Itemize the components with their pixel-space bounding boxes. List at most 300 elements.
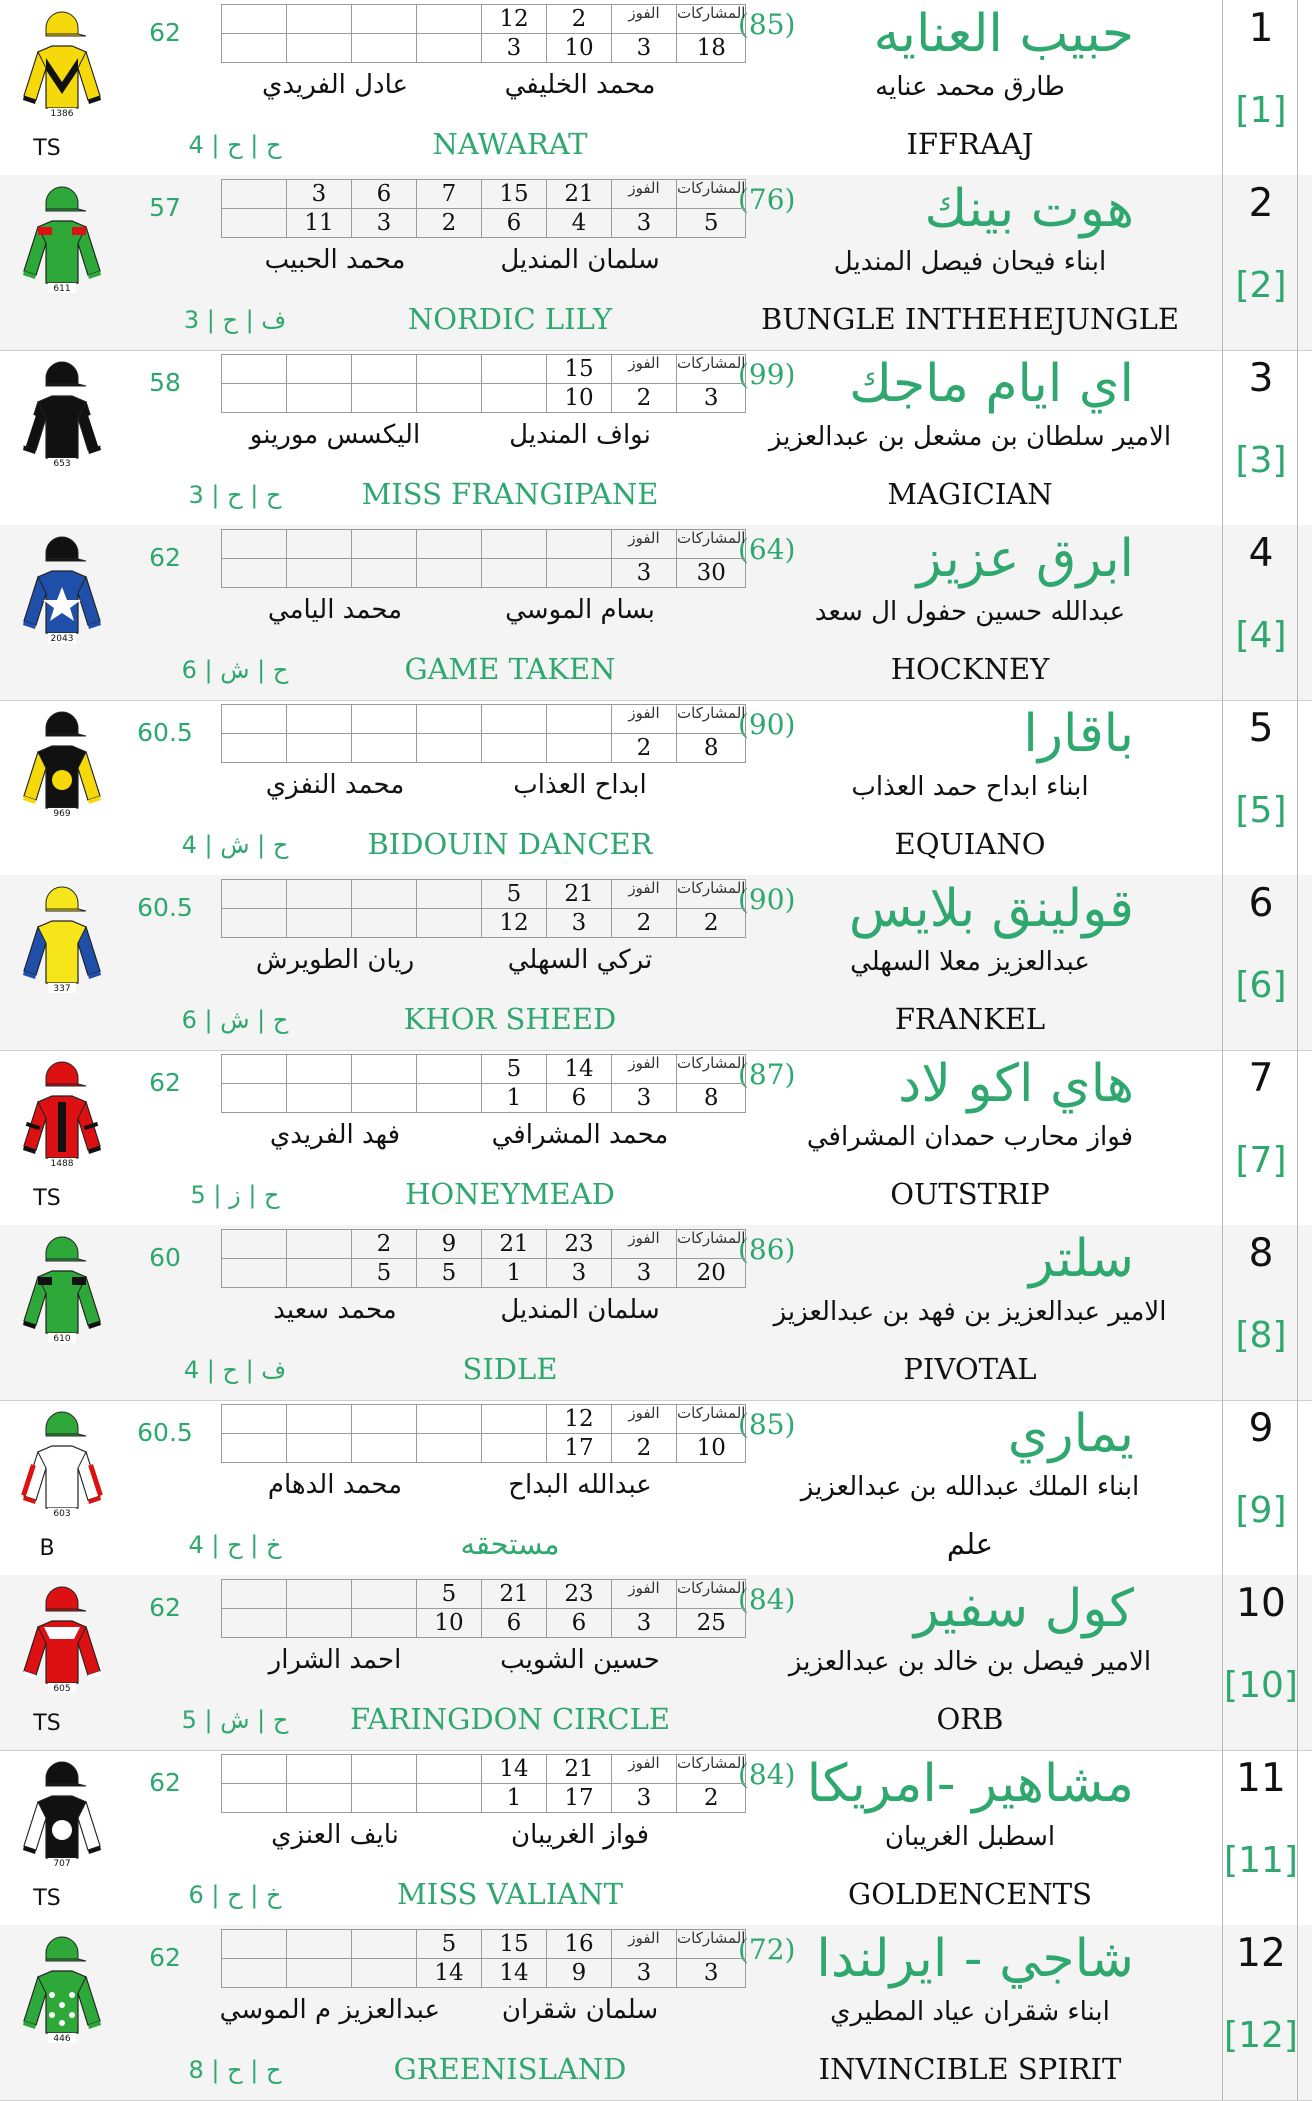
form-cell	[222, 1434, 287, 1463]
dam-name: SIDLE	[462, 1352, 558, 1386]
dam-name: مستحقه	[460, 1527, 560, 1561]
form-cell	[222, 734, 287, 763]
sire-name: علم	[946, 1527, 994, 1561]
weight: 60.5	[137, 1418, 193, 1447]
runs-header: المشاركات	[677, 705, 746, 734]
wins-header: الفوز	[612, 1930, 677, 1959]
jockey-name: فهد الفريدي	[269, 1120, 401, 1150]
form-cell	[222, 34, 287, 63]
age-sex-colour: ح | ح | 4	[188, 131, 282, 159]
form-cell	[352, 734, 417, 763]
trainer-name: نواف المنديل	[509, 420, 651, 450]
form-cell: 3	[482, 34, 547, 63]
owner-name: ابناء ابداح حمد العذاب	[851, 772, 1089, 802]
form-cell: 23	[547, 1580, 612, 1609]
form-cell	[352, 909, 417, 938]
horse-name[interactable]: حبيب العنايه	[873, 4, 1134, 64]
owner-name: عبدالله حسين حفول ال سعد	[814, 597, 1126, 627]
silk-jersey-icon	[12, 1583, 112, 1699]
form-cell	[417, 355, 482, 384]
form-cell	[482, 1405, 547, 1434]
form-cell	[417, 909, 482, 938]
form-cell: 14	[417, 1959, 482, 1988]
form-cell: 3	[612, 559, 677, 588]
form-cell: 15	[482, 1930, 547, 1959]
form-cell	[417, 1784, 482, 1813]
rating: (85)	[738, 1408, 796, 1441]
silk-jersey-icon	[12, 533, 112, 649]
form-cell	[287, 1405, 352, 1434]
column-divider	[1222, 1750, 1223, 1925]
wins-header: الفوز	[612, 705, 677, 734]
draw-number: [4]	[1235, 615, 1287, 656]
form-table	[221, 354, 746, 413]
dam-name: HONEYMEAD	[405, 1177, 615, 1211]
jockey-name: محمد اليامي	[267, 595, 403, 625]
horse-number: 8	[1248, 1231, 1274, 1276]
horse-name[interactable]: مشاهير -امريكا	[806, 1754, 1134, 1814]
horse-name[interactable]: هوت بينك	[924, 179, 1134, 239]
form-cell	[287, 5, 352, 34]
horse-name[interactable]: باقارا	[1023, 704, 1134, 764]
form-cell: 10	[417, 1609, 482, 1638]
wins-header: الفوز	[612, 1405, 677, 1434]
form-cell	[222, 1755, 287, 1784]
owner-name: الامير سلطان بن مشعل بن عبدالعزيز	[768, 422, 1172, 452]
form-cell: 6	[547, 1084, 612, 1113]
runs-header: المشاركات	[677, 355, 746, 384]
form-cell	[352, 1055, 417, 1084]
equipment-code: B	[39, 1536, 55, 1561]
form-cell	[352, 530, 417, 559]
horse-name[interactable]: كول سفير	[913, 1579, 1134, 1639]
weight: 62	[149, 18, 181, 47]
silk-jersey-icon	[12, 1758, 112, 1874]
jockey-name: محمد سعيد	[273, 1295, 397, 1325]
weight: 58	[149, 368, 181, 397]
form-cell	[482, 384, 547, 413]
form-table	[221, 1229, 746, 1288]
form-cell	[352, 34, 417, 63]
dam-name: GREENISLAND	[393, 2052, 627, 2086]
form-table	[221, 4, 746, 63]
runner-row[interactable]	[0, 350, 1312, 526]
runner-row[interactable]	[0, 1925, 1312, 2101]
equipment-code: TS	[33, 1711, 61, 1736]
form-cell	[547, 559, 612, 588]
form-cell	[417, 705, 482, 734]
runs-header: المشاركات	[677, 1230, 746, 1259]
form-cell	[417, 1434, 482, 1463]
form-cell	[482, 559, 547, 588]
runs-header: المشاركات	[677, 5, 746, 34]
form-cell	[352, 559, 417, 588]
sire-name: IFFRAAJ	[906, 127, 1034, 161]
column-divider	[1222, 1575, 1223, 1750]
jockey-name: محمد النفزي	[265, 770, 405, 800]
form-cell	[352, 705, 417, 734]
owner-name: عبدالعزيز معلا السهلي	[850, 947, 1090, 977]
form-cell	[222, 384, 287, 413]
dam-name: GAME TAKEN	[404, 652, 616, 686]
draw-number: [1]	[1235, 90, 1287, 131]
runner-row[interactable]	[0, 1750, 1312, 1926]
horse-name[interactable]: شاجي - ايرلندا	[816, 1929, 1134, 1989]
form-cell: 7	[417, 180, 482, 209]
column-divider	[1222, 875, 1223, 1050]
silk-number: 653	[53, 459, 71, 469]
form-cell	[287, 384, 352, 413]
equipment-code: TS	[33, 1886, 61, 1911]
form-cell: 3	[547, 909, 612, 938]
runner-row[interactable]	[0, 175, 1312, 351]
form-cell	[287, 1609, 352, 1638]
owner-name: ابناء الملك عبدالله بن عبدالعزيز	[800, 1472, 1140, 1502]
form-cell	[287, 880, 352, 909]
form-cell	[287, 1434, 352, 1463]
form-cell	[287, 1230, 352, 1259]
age-sex-colour: ح | ش | 6	[181, 1006, 289, 1034]
horse-name[interactable]: سلتر	[1028, 1229, 1134, 1289]
trainer-name: تركي السهلي	[507, 945, 653, 975]
form-cell: 2	[612, 909, 677, 938]
wins-header: الفوز	[612, 5, 677, 34]
form-cell	[417, 5, 482, 34]
form-cell	[417, 1084, 482, 1113]
rating: (84)	[738, 1758, 796, 1791]
form-cell: 12	[482, 909, 547, 938]
age-sex-colour: ح | ح | 8	[188, 2056, 282, 2084]
column-divider	[1222, 0, 1223, 175]
form-cell	[287, 34, 352, 63]
form-cell: 15	[482, 180, 547, 209]
jockey-name: عادل الفريدي	[261, 70, 409, 100]
form-cell	[287, 1784, 352, 1813]
jockey-name: محمد الحبيب	[264, 245, 406, 275]
runs-header: المشاركات	[677, 1405, 746, 1434]
weight: 62	[149, 1068, 181, 1097]
form-cell	[482, 705, 547, 734]
draw-number: [11]	[1224, 1840, 1298, 1881]
form-cell	[222, 1405, 287, 1434]
silk-number: 707	[53, 1859, 71, 1869]
form-cell	[222, 1930, 287, 1959]
form-cell	[222, 1230, 287, 1259]
form-cell: 3	[677, 384, 746, 413]
sire-name: PIVOTAL	[903, 1352, 1037, 1386]
runner-row[interactable]	[0, 1575, 1312, 1751]
sire-name: GOLDENCENTS	[848, 1877, 1092, 1911]
column-divider	[1222, 1400, 1223, 1575]
column-divider	[1222, 1225, 1223, 1400]
form-cell: 20	[677, 1259, 746, 1288]
form-cell	[482, 1434, 547, 1463]
form-cell	[222, 1609, 287, 1638]
form-table	[221, 1929, 746, 1988]
silk-jersey-icon	[12, 883, 112, 999]
form-cell: 21	[547, 1755, 612, 1784]
sire-name: HOCKNEY	[890, 652, 1050, 686]
draw-number: [6]	[1235, 965, 1287, 1006]
silk-jersey-icon	[12, 358, 112, 474]
horse-name[interactable]: ابرق عزيز	[916, 529, 1134, 589]
age-sex-colour: خ | ح | 4	[188, 1531, 282, 1559]
horse-number: 6	[1248, 881, 1274, 926]
form-cell	[352, 1930, 417, 1959]
form-cell	[222, 1055, 287, 1084]
owner-name: طارق محمد عنايه	[875, 72, 1065, 102]
form-cell	[417, 1405, 482, 1434]
age-sex-colour: ف | ح | 3	[183, 306, 287, 334]
runner-row[interactable]	[0, 700, 1312, 876]
jockey-name: عبدالعزيز م الموسي	[219, 1995, 440, 2025]
weight: 60	[149, 1243, 181, 1272]
form-cell: 2	[352, 1230, 417, 1259]
form-cell: 3	[612, 1259, 677, 1288]
dam-name: NORDIC LILY	[407, 302, 613, 336]
rating: (90)	[738, 708, 796, 741]
runs-header: المشاركات	[677, 530, 746, 559]
runner-row[interactable]	[0, 1225, 1312, 1401]
form-cell	[222, 1259, 287, 1288]
form-cell: 3	[612, 1784, 677, 1813]
form-cell	[222, 355, 287, 384]
form-cell: 5	[677, 209, 746, 238]
age-sex-colour: ح | ش | 5	[181, 1706, 289, 1734]
jockey-name: محمد الدهام	[267, 1470, 403, 1500]
rating: (85)	[738, 8, 796, 41]
trainer-name: ابداح العذاب	[513, 770, 647, 800]
silk-number: 337	[53, 984, 71, 994]
form-cell	[482, 734, 547, 763]
form-cell	[287, 1959, 352, 1988]
owner-name: ابناء شقران عياد المطيري	[830, 1997, 1110, 2027]
form-cell: 18	[677, 34, 746, 63]
form-table	[221, 879, 746, 938]
silk-number: 446	[53, 2034, 71, 2044]
form-cell: 15	[547, 355, 612, 384]
sire-name: OUTSTRIP	[890, 1177, 1050, 1211]
horse-number: 5	[1248, 706, 1274, 751]
form-cell: 3	[287, 180, 352, 209]
owner-name: فواز محارب حمدان المشرافي	[806, 1122, 1134, 1152]
form-cell: 9	[417, 1230, 482, 1259]
form-cell	[222, 1784, 287, 1813]
form-cell: 8	[677, 1084, 746, 1113]
silk-jersey-icon	[12, 708, 112, 824]
silk-jersey-icon	[12, 1408, 112, 1524]
form-cell: 2	[612, 734, 677, 763]
equipment-code: TS	[33, 136, 61, 161]
draw-number: [5]	[1235, 790, 1287, 831]
runner-row[interactable]	[0, 1050, 1312, 1226]
form-cell: 14	[547, 1055, 612, 1084]
form-cell	[222, 559, 287, 588]
rating: (64)	[738, 533, 796, 566]
form-cell: 1	[482, 1259, 547, 1288]
form-cell	[417, 530, 482, 559]
horse-name[interactable]: اي ايام ماجك	[849, 354, 1134, 414]
silk-number: 1488	[50, 1159, 74, 1169]
runs-header: المشاركات	[677, 1930, 746, 1959]
form-table	[221, 1054, 746, 1113]
silk-number: 605	[53, 1684, 71, 1694]
form-cell: 8	[677, 734, 746, 763]
sire-name: BUNGLE INTHEHEJUNGLE	[760, 302, 1180, 336]
dam-name: MISS VALIANT	[397, 1877, 623, 1911]
weight: 62	[149, 1943, 181, 1972]
draw-number: [8]	[1235, 1315, 1287, 1356]
sire-name: FRANKEL	[894, 1002, 1046, 1036]
horse-name[interactable]: هاي اكو لاد	[898, 1054, 1134, 1114]
form-cell	[287, 705, 352, 734]
form-cell: 14	[482, 1755, 547, 1784]
horse-number: 7	[1248, 1056, 1274, 1101]
form-table	[221, 179, 746, 238]
runner-row[interactable]	[0, 0, 1312, 176]
form-cell	[222, 209, 287, 238]
form-cell	[287, 1055, 352, 1084]
form-cell: 5	[482, 880, 547, 909]
form-cell: 5	[417, 1259, 482, 1288]
form-cell	[222, 180, 287, 209]
jockey-name: ريان الطويرش	[255, 945, 415, 975]
horse-number: 11	[1236, 1756, 1286, 1801]
silk-jersey-icon	[12, 1933, 112, 2049]
wins-header: الفوز	[612, 1230, 677, 1259]
dam-name: MISS FRANGIPANE	[361, 477, 659, 511]
form-cell: 5	[352, 1259, 417, 1288]
trainer-name: حسين الشويب	[500, 1645, 660, 1675]
horse-number: 3	[1248, 356, 1274, 401]
owner-name: اسطبل الغريبان	[884, 1822, 1056, 1852]
form-cell: 5	[482, 1055, 547, 1084]
form-cell	[352, 5, 417, 34]
form-cell	[222, 705, 287, 734]
dam-name: KHOR SHEED	[403, 1002, 617, 1036]
form-cell	[547, 530, 612, 559]
form-cell: 30	[677, 559, 746, 588]
form-cell: 21	[482, 1580, 547, 1609]
owner-name: ابناء فيحان فيصل المنديل	[833, 247, 1107, 277]
sire-name: INVINCIBLE SPIRIT	[818, 2052, 1122, 2086]
form-cell: 2	[547, 5, 612, 34]
form-table	[221, 1404, 746, 1463]
form-cell	[547, 705, 612, 734]
form-cell	[352, 1784, 417, 1813]
draw-number: [10]	[1224, 1665, 1298, 1706]
form-cell	[287, 1259, 352, 1288]
owner-name: الامير عبدالعزيز بن فهد بن عبدالعزيز	[773, 1297, 1167, 1327]
trainer-name: سلمان المنديل	[500, 245, 660, 275]
form-cell: 10	[547, 384, 612, 413]
jockey-name: احمد الشرار	[268, 1645, 402, 1675]
form-cell: 2	[417, 209, 482, 238]
runs-header: المشاركات	[677, 180, 746, 209]
form-cell	[222, 1959, 287, 1988]
form-cell: 3	[612, 1084, 677, 1113]
trainer-name: فواز الغريبان	[510, 1820, 650, 1850]
wins-header: الفوز	[612, 880, 677, 909]
column-divider	[1222, 525, 1223, 700]
horse-name[interactable]: قولينق بلايس	[848, 879, 1134, 939]
form-cell	[352, 355, 417, 384]
jockey-name: نايف العنزي	[271, 1820, 399, 1850]
form-cell	[417, 559, 482, 588]
form-cell	[222, 530, 287, 559]
form-cell	[352, 880, 417, 909]
form-cell: 10	[677, 1434, 746, 1463]
form-cell	[417, 734, 482, 763]
form-cell: 2	[612, 1434, 677, 1463]
form-cell	[352, 1959, 417, 1988]
form-cell: 6	[352, 180, 417, 209]
draw-number: [9]	[1235, 1490, 1287, 1531]
form-cell	[222, 1084, 287, 1113]
equipment-code: TS	[33, 1186, 61, 1211]
wins-header: الفوز	[612, 1055, 677, 1084]
form-cell	[222, 909, 287, 938]
column-divider	[1222, 700, 1223, 875]
wins-header: الفوز	[612, 180, 677, 209]
silk-jersey-icon	[12, 8, 112, 124]
wins-header: الفوز	[612, 530, 677, 559]
silk-jersey-icon	[12, 1233, 112, 1349]
form-cell: 16	[547, 1930, 612, 1959]
form-cell: 10	[547, 34, 612, 63]
weight: 57	[149, 193, 181, 222]
horse-number: 9	[1248, 1406, 1274, 1451]
form-cell: 6	[482, 1609, 547, 1638]
column-divider	[1222, 1050, 1223, 1225]
column-divider	[1222, 175, 1223, 350]
form-table	[221, 1579, 746, 1638]
runner-row[interactable]	[0, 1400, 1312, 1576]
form-cell	[352, 1434, 417, 1463]
wins-header: الفوز	[612, 355, 677, 384]
form-cell: 2	[677, 909, 746, 938]
column-divider	[1222, 1925, 1223, 2100]
runner-row[interactable]	[0, 875, 1312, 1051]
form-cell: 25	[677, 1609, 746, 1638]
form-cell: 12	[547, 1405, 612, 1434]
silk-number: 969	[53, 809, 71, 819]
runner-row[interactable]	[0, 525, 1312, 701]
form-cell	[417, 384, 482, 413]
form-cell	[482, 530, 547, 559]
draw-number: [3]	[1235, 440, 1287, 481]
wins-header: الفوز	[612, 1580, 677, 1609]
silk-number: 1386	[50, 109, 74, 119]
form-cell	[417, 34, 482, 63]
sire-name: ORB	[936, 1702, 1004, 1736]
form-cell	[222, 5, 287, 34]
horse-name[interactable]: يماري	[1007, 1404, 1134, 1464]
age-sex-colour: ح | ح | 3	[188, 481, 282, 509]
silk-jersey-icon	[12, 183, 112, 299]
form-table	[221, 1754, 746, 1813]
horse-number: 12	[1236, 1931, 1286, 1976]
form-cell	[287, 909, 352, 938]
form-cell: 3	[612, 209, 677, 238]
rating: (99)	[738, 358, 796, 391]
form-cell: 17	[547, 1434, 612, 1463]
form-cell	[222, 880, 287, 909]
age-sex-colour: ح | ش | 4	[181, 831, 289, 859]
form-cell	[352, 1405, 417, 1434]
form-cell: 21	[482, 1230, 547, 1259]
column-divider	[1222, 350, 1223, 525]
